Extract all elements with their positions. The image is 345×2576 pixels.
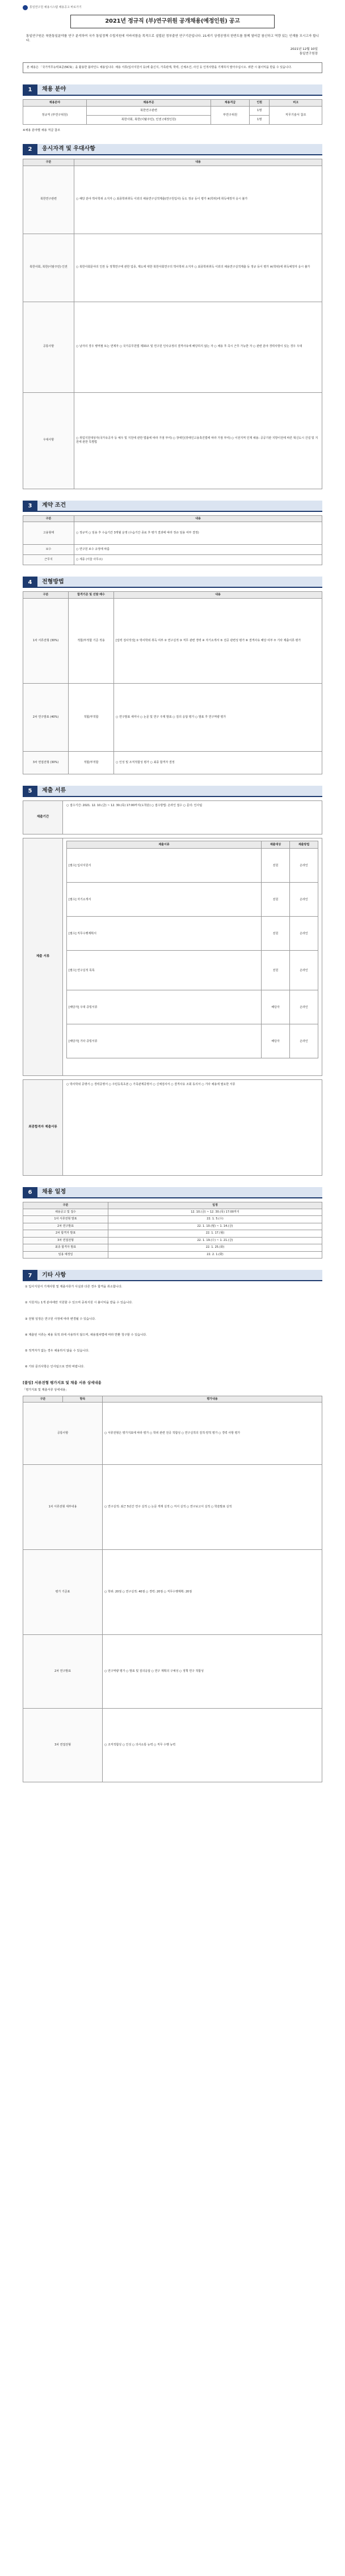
- block-body: ○ 접수기간: 2021. 12. 10.(금) ~ 12. 30.(목) 17:00까지(도착분) ○ 접수방법: 온라인 접수 ○ 문의: 인사팀: [66, 804, 203, 808]
- list-item: ③ 전형 일정은 연구원 사정에 따라 변경될 수 있습니다.: [25, 1317, 96, 1321]
- table-cell: [필수] 직무수행계획서: [67, 917, 262, 951]
- row-header: 공통사항: [23, 302, 74, 392]
- table-cell: ○ 북한사회문야의 인권 등 정책연구에 관한 업종, 제도에 대한 북한사회연구의 박사학위 소지자 ○ 최종학위취득 이외의 채용연구실적제출 등 정규 등이 평가 ※(학위)에 취득예정자 응시 불가: [74, 234, 322, 302]
- table-row: [23, 1550, 322, 1635]
- table-row: [67, 883, 318, 917]
- block-body: ○ 박사학위 증명서 ○ 경력증명서 ○ 주민등록초본 ○ 가족관계증명서 ○ 신체검사서 ○ 결격사유 조회 동의서 ○ 기타 채용에 필요한 서류: [66, 1083, 235, 1087]
- table-cell: 적합/부적합: [69, 684, 114, 752]
- table-cell: 22. 1. 25.(화): [108, 1244, 322, 1252]
- table-cell: ○ 학위: 20점 ○ 연구실적: 40점 ○ 경력: 20점 ○ 직무수행계획: 20점: [103, 1550, 322, 1635]
- block-header: 최종합격자 제출서류: [23, 1080, 63, 1175]
- table-cell: ○ 조직적합성 ○ 인성 ○ 의사소통 능력 ○ 직무 수행 능력: [103, 1709, 322, 1782]
- table-cell: 22. 2. 1.(화): [108, 1251, 322, 1259]
- table-cell: 12. 10.(금) ~ 12. 30.(목) 17:00까지: [108, 1209, 322, 1216]
- table-cell: [필수] 연구실적 목록: [67, 951, 262, 990]
- table-cell: 전원: [262, 951, 290, 990]
- row-header: 2차 연구발표 (40%): [23, 684, 69, 752]
- table-row: [67, 951, 318, 990]
- table-cell: 온라인: [290, 917, 318, 951]
- section-label: 응시자격 및 우대사항: [37, 144, 322, 155]
- annex-subtitle-text: 「평가지표 및 제출서류 상세내용」: [23, 1388, 69, 1392]
- section-number: 2: [23, 144, 37, 155]
- section-number: 1: [23, 84, 37, 96]
- col-header: 제출방법: [290, 841, 318, 849]
- table-row: [23, 1237, 322, 1244]
- table-row: [23, 106, 322, 115]
- table-cell: [해당자] 기타 증빙서류: [67, 1024, 262, 1058]
- table-cell: 온라인: [290, 990, 318, 1024]
- table-cell: 부연구위원: [211, 106, 250, 124]
- table-cell: 온라인: [290, 951, 318, 990]
- section-6-header: [23, 1187, 322, 1198]
- col-header: 채용분야: [23, 100, 87, 107]
- col-header: 제출서류: [67, 841, 262, 849]
- col-header: 평가내용: [103, 1396, 322, 1403]
- section-number: 3: [23, 501, 37, 512]
- row-header: 2차 합격자 발표: [23, 1230, 108, 1238]
- table-cell: 전원: [262, 883, 290, 917]
- row-header: 보수: [23, 545, 74, 555]
- table-row: [23, 1709, 322, 1782]
- row-header: 평가 기준표: [23, 1550, 103, 1635]
- table-row: [23, 166, 322, 234]
- row-header: 1차 서류전형 세부내용: [23, 1465, 103, 1550]
- table-cell: 22. 1. 19.(수) ~ 1. 21.(금): [108, 1237, 322, 1244]
- blind-notice: 본 채용은 「국가직무능력표준(NCS)」을 활용한 블라인드 채용입니다. 채용 서류(입사지원서 등)에 출신지, 가족관계, 학력, 신체조건, 사진 등 인적사항을 기재하지 말아주십시오. 위반 시 불이익을 받을 수 있습니다.: [23, 62, 322, 74]
- table-cell: 해당자: [262, 1024, 290, 1058]
- table-row: [23, 234, 322, 302]
- col-header: 내용: [74, 159, 322, 166]
- table-cell: 온라인: [290, 883, 318, 917]
- table-row: [67, 917, 318, 951]
- row-header: 공통사항: [23, 1403, 103, 1465]
- table-row: [23, 684, 322, 752]
- section-label: 계약 조건: [37, 501, 322, 512]
- table-cell: 1명: [250, 106, 270, 115]
- list-item: ① 입사지원서 기재사항 및 제출서류가 사실과 다른 경우 합격을 취소합니다.: [25, 1285, 123, 1289]
- table-cell: ○ 정규직 ○ 임용 후 수습기간 3개월 운영 (수습기간 종료 후 평가 결과에 따라 정규 임용 여부 결정): [74, 522, 322, 545]
- qualification-table: [23, 159, 322, 489]
- table-cell: 북한연구관련: [86, 106, 211, 115]
- table-cell: 온라인: [290, 849, 318, 883]
- page-title: 2021년 정규직 (부)연구위원 공개채용(예정인원) 공고: [70, 15, 275, 28]
- section-1-note: ※채용 분야별 채용 직급 참조: [23, 128, 61, 132]
- table-cell: ○ 연구발표 세미나 ○ 논문 및 연구 주제 발표 ○ 질의 응답 평가 ○ 발표 후 연구역량 평가: [114, 684, 322, 752]
- col-header: 구분: [23, 159, 74, 166]
- table-cell: 정규직 (부연구위원): [23, 106, 87, 124]
- table-row: [23, 1244, 322, 1252]
- section-4-header: [23, 577, 322, 588]
- section-label: 채용 일정: [37, 1187, 322, 1198]
- row-header: 북한연구관련: [23, 166, 74, 234]
- table-cell: 해당자: [262, 990, 290, 1024]
- row-header: 채용공고 및 접수: [23, 1209, 108, 1216]
- row-header: 3차 면접전형 (30%): [23, 752, 69, 774]
- submission-period-block: [23, 800, 322, 834]
- table-cell: [필수] 자기소개서: [67, 883, 262, 917]
- table-cell: ○ 남자의 경우 병역필 또는 면제자 ○ 국가공무원법 제33조 및 연구원 인사규정의 결격사유에 해당하지 않는 자 ○ 채용 후 즉시 근무 가능한 자 ○ 관련 분야 경력사항이 있는 경우 우대: [74, 302, 322, 392]
- col-header: 채용부문: [86, 100, 211, 107]
- block-header: 제출 서류: [23, 838, 63, 1075]
- row-header: 북한사회, 북한(이탈주민)·인권: [23, 234, 74, 302]
- section-label: 채용 분야: [37, 84, 322, 96]
- col-header: 구분: [23, 1396, 63, 1403]
- table-cell: ○ 취업지원대상자(국가유공자 등 예우 및 지원에 관한 법률에 따라 가점 부여) ○ 장애인(장애인고용촉진법에 따라 가점 부여) ○ 이전지역 인재 채용: 공공기관 지방이전에 따른 혁신도시 건설 및 지원에 관한 특별법: [74, 392, 322, 489]
- col-header: 합격기준 및 선발 배수: [69, 592, 114, 599]
- table-cell: 온라인: [290, 1024, 318, 1058]
- section-label: 기타 사항: [37, 1270, 322, 1281]
- table-cell: ○ 연구실적: 최근 5년간 연구 실적 ○ 논문 게재 실적 ○ 저서 실적 ○ 연구보고서 실적 ○ 학술발표 실적: [103, 1465, 322, 1550]
- table-row: [23, 1465, 322, 1550]
- section-label: 제출 서류: [37, 786, 322, 797]
- section-number: 4: [23, 577, 37, 588]
- section-number: 5: [23, 786, 37, 797]
- table-cell: ○ 세종 (서울 사무소): [74, 555, 322, 565]
- list-item: ⑤ 적격자가 없는 경우 채용하지 않을 수 있습니다.: [25, 1349, 90, 1353]
- table-cell: ○ 서류전형은 평가지표에 따라 평가 ○ 학위 관련 전공 적합성 ○ 연구실적의 질적·양적 평가 ○ 경력 사항 평가: [103, 1403, 322, 1465]
- table-row: [67, 1024, 318, 1058]
- table-cell: ○ 연구역량 평가 ○ 발표 및 질의응답 ○ 연구 계획의 구체성 ○ 정책 연구 적합성: [103, 1635, 322, 1709]
- table-cell: [필수] 입사지원서: [67, 849, 262, 883]
- col-header: 내용: [74, 515, 322, 522]
- table-row: [23, 1251, 322, 1259]
- section-number: 7: [23, 1270, 37, 1281]
- annex-title: [붙임] 서류전형 평가지표 및 채용 서류 상세내용: [23, 1380, 102, 1385]
- table-cell: 전원: [262, 849, 290, 883]
- annex-subtitle: [23, 1388, 322, 1392]
- announce-org: 통일연구원장: [299, 52, 318, 56]
- table-row: [23, 1216, 322, 1223]
- table-row: [23, 752, 322, 774]
- table-cell: 22. 1. 10.(월) ~ 1. 14.(금): [108, 1223, 322, 1230]
- section-number: 6: [23, 1187, 37, 1198]
- table-cell: 전원: [262, 917, 290, 951]
- table-row: [23, 1635, 322, 1709]
- col-header: 일정: [108, 1202, 322, 1209]
- schedule-table: [23, 1202, 322, 1259]
- table-cell: ○ 해당 분야 박사학위 소지자 ○ 최종학위취득 이외의 채용연구실적제출(연구원입사) 등도 정규 등이 평가 ※(학위)에 취득예정자 응시 불가: [74, 166, 322, 234]
- table-cell: 적합/부적합 기준 적용: [69, 599, 114, 684]
- col-header: 항목: [63, 1396, 103, 1403]
- table-row: [67, 990, 318, 1024]
- table-cell: 22. 1. 5.(수): [108, 1216, 322, 1223]
- top-bar: [23, 2, 322, 12]
- list-item: ② 지원자는 1개 분야에만 지원할 수 있으며 중복지원 시 불이익을 받을 수 있습니다.: [25, 1301, 133, 1305]
- col-header: 비고: [270, 100, 322, 107]
- row-header: 1차 서류전형 발표: [23, 1216, 108, 1223]
- table-row: [23, 392, 322, 489]
- section-5-header: [23, 786, 322, 797]
- col-header: 구분: [23, 515, 74, 522]
- table-row: [23, 522, 322, 545]
- final-documents-block: [23, 1079, 322, 1176]
- block-header: 제출기간: [23, 801, 63, 834]
- row-header: 우대사항: [23, 392, 74, 489]
- table-cell: ○ 연구원 보수 규정에 따름: [74, 545, 322, 555]
- table-row: [23, 1223, 322, 1230]
- col-header: 제출대상: [262, 841, 290, 849]
- section-label: 전형방법: [37, 577, 322, 588]
- recruit-table: [23, 99, 322, 125]
- annex-table: [23, 1396, 322, 1783]
- selection-table: [23, 591, 322, 774]
- table-cell: 22. 1. 17.(월): [108, 1230, 322, 1238]
- table-row: [23, 1403, 322, 1465]
- list-item: ④ 제출된 서류는 채용 목적 외에 사용하지 않으며, 채용절차법에 따라 반환 청구할 수 있습니다.: [25, 1333, 147, 1337]
- table-row: [67, 849, 318, 883]
- table-row: [23, 1209, 322, 1216]
- announce-date: 2021년 12월 10일: [290, 47, 318, 51]
- section-2-header: [23, 144, 322, 155]
- row-header: 3차 면접전형: [23, 1237, 108, 1244]
- col-header: 인원: [250, 100, 270, 107]
- contract-table: [23, 515, 322, 566]
- section-3-header: [23, 501, 322, 512]
- table-row: [23, 555, 322, 565]
- documents-table: [66, 841, 318, 1058]
- table-row: [23, 1230, 322, 1238]
- table-cell: 북한사회, 북한(이탈주민), 인권 (예정인원): [86, 115, 211, 124]
- row-header: 근무지: [23, 555, 74, 565]
- col-header: 구분: [23, 592, 69, 599]
- other-notes-list: [23, 1285, 322, 1368]
- table-cell: [해당자] 우대 증빙서류: [67, 990, 262, 1024]
- section-7-header: [23, 1270, 322, 1281]
- list-item: ⑥ 기타 문의사항은 인사팀으로 연락 바랍니다.: [25, 1365, 85, 1368]
- table-row: [23, 302, 322, 392]
- col-header: 채용직급: [211, 100, 250, 107]
- row-header: 3차 면접전형: [23, 1709, 103, 1782]
- row-header: 최종 합격자 발표: [23, 1244, 108, 1252]
- row-header: 2차 연구발표: [23, 1223, 108, 1230]
- row-header: 2차 연구발표: [23, 1635, 103, 1709]
- table-cell: ○ 인성 및 조직적합성 평가 ○ 최종 합격자 결정: [114, 752, 322, 774]
- row-header: 고용형태: [23, 522, 74, 545]
- top-bar-label[interactable]: 통일연구원 채용시스템 채용공고 바로가기: [30, 5, 82, 9]
- block-body: [63, 838, 322, 1075]
- org-logo-icon: [23, 5, 28, 10]
- table-row: [23, 545, 322, 555]
- table-cell: [입력 검사작성] ① 박사학위 취득 여부 ② 연구실적 ③ 직무 관련 경력 ④ 자기소개서 ⑤ 전공 관련성 평가 ⑥ 결격사유 해당 여부 ⑦ 기타 제출서류 평가: [114, 599, 322, 684]
- section-1-header: [23, 84, 322, 96]
- col-header: 내용: [114, 592, 322, 599]
- intro-text: 통일연구원은 북한통일분야를 연구 분석하여 국가 통일정책 수립지원에 이바지함을 목적으로 설립된 정부출연 연구기관입니다. 21세기 상생공영의 한반도를 함께 열어갈 참신하고 역량 있는 인재를 모시고자 합니다.: [26, 34, 319, 43]
- documents-block: [23, 838, 322, 1076]
- table-cell: 1명: [250, 115, 270, 124]
- row-header: 임용 예정일: [23, 1251, 108, 1259]
- row-header: 1차 서류전형 (30%): [23, 599, 69, 684]
- table-row: [23, 599, 322, 684]
- table-cell: 적합/부적합: [69, 752, 114, 774]
- table-cell: 직무기술서 참조: [270, 106, 322, 124]
- date-block: [23, 47, 322, 57]
- col-header: 구분: [23, 1202, 108, 1209]
